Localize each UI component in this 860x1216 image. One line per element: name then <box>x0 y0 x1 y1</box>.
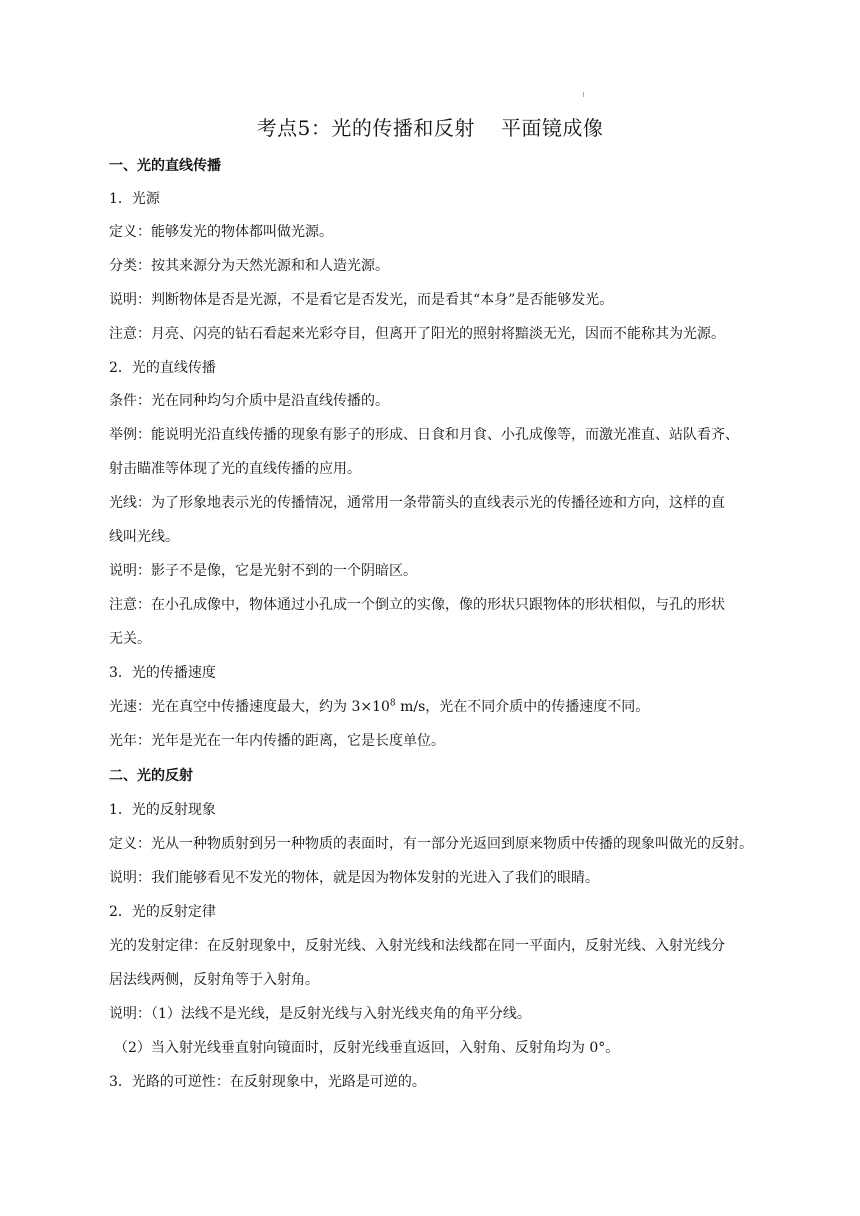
subsection-heading-law: 2．光的反射定律 <box>109 904 216 920</box>
section-heading-2: 二、光的反射 <box>109 768 193 784</box>
page-title: 考点5：光的传播和反射 平面镜成像 <box>256 116 604 140</box>
paragraph: 射击瞄准等体现了光的直线传播的应用。 <box>109 461 361 477</box>
paragraph: 说明：判断物体是否是光源，不是看它是否发光，而是看其“本身”是否能够发光。 <box>109 292 614 308</box>
paragraph: 注意：月亮、闪亮的钻石看起来光彩夺目，但离开了阳光的照射将黯淡无光，因而不能称其为光源。 <box>109 326 725 342</box>
subsection-heading-propagation: 2．光的直线传播 <box>109 360 216 376</box>
section-heading-1: 一、光的直线传播 <box>109 158 221 174</box>
paragraph: 无关。 <box>109 631 151 647</box>
paragraph-speed: 光速：光在真空中传播速度最大，约为 $3\times 10^8$ m/s，光在不同介质中的传播速度不同。 <box>109 698 650 715</box>
paragraph: 举例：能说明光沿直线传播的现象有影子的形成、日食和月食、小孔成像等，而激光准直、站队看齐、 <box>109 427 739 443</box>
paragraph: 居法线两侧，反射角等于入射角。 <box>109 972 319 988</box>
subsection-heading-light-source: 1．光源 <box>109 191 160 207</box>
paragraph: 线叫光线。 <box>109 529 179 545</box>
paragraph: 光线：为了形象地表示光的传播情况，通常用一条带箭头的直线表示光的传播径迹和方向，这样的直 <box>109 495 725 511</box>
paragraph: 定义：光从一种物质射到另一种物质的表面时，有一部分光返回到原来物质中传播的现象叫做光的反射。 <box>109 836 753 852</box>
paragraph: 说明：（1）法线不是光线，是反射光线与入射光线夹角的角平分线。 <box>109 1006 531 1022</box>
subsection-heading-speed: 3．光的传播速度 <box>109 665 216 681</box>
paragraph: 注意：在小孔成像中，物体通过小孔成一个倒立的实像，像的形状只跟物体的形状相似，与孔的形状 <box>109 597 725 613</box>
paragraph: 定义：能够发光的物体都叫做光源。 <box>109 224 333 240</box>
page-mark <box>583 92 584 97</box>
subsection-heading-reflection: 1．光的反射现象 <box>109 802 216 818</box>
paragraph: 说明：影子不是像，它是光射不到的一个阴暗区。 <box>109 563 417 579</box>
paragraph: 说明：我们能够看见不发光的物体，就是因为物体发射的光进入了我们的眼睛。 <box>109 870 599 886</box>
paragraph: 光的发射定律：在反射现象中，反射光线、入射光线和法线都在同一平面内，反射光线、入射光线分 <box>109 938 725 954</box>
paragraph: 条件：光在同种均匀介质中是沿直线传播的。 <box>109 393 389 409</box>
paragraph: 分类：按其来源分为天然光源和和人造光源。 <box>109 258 389 274</box>
paragraph: 光年：光年是光在一年内传播的距离，它是长度单位。 <box>109 733 445 749</box>
paragraph: （2）当入射光线垂直射向镜面时，反射光线垂直返回，入射角、反射角均为 0°。 <box>114 1040 620 1056</box>
paragraph: 3．光路的可逆性：在反射现象中，光路是可逆的。 <box>109 1074 426 1090</box>
